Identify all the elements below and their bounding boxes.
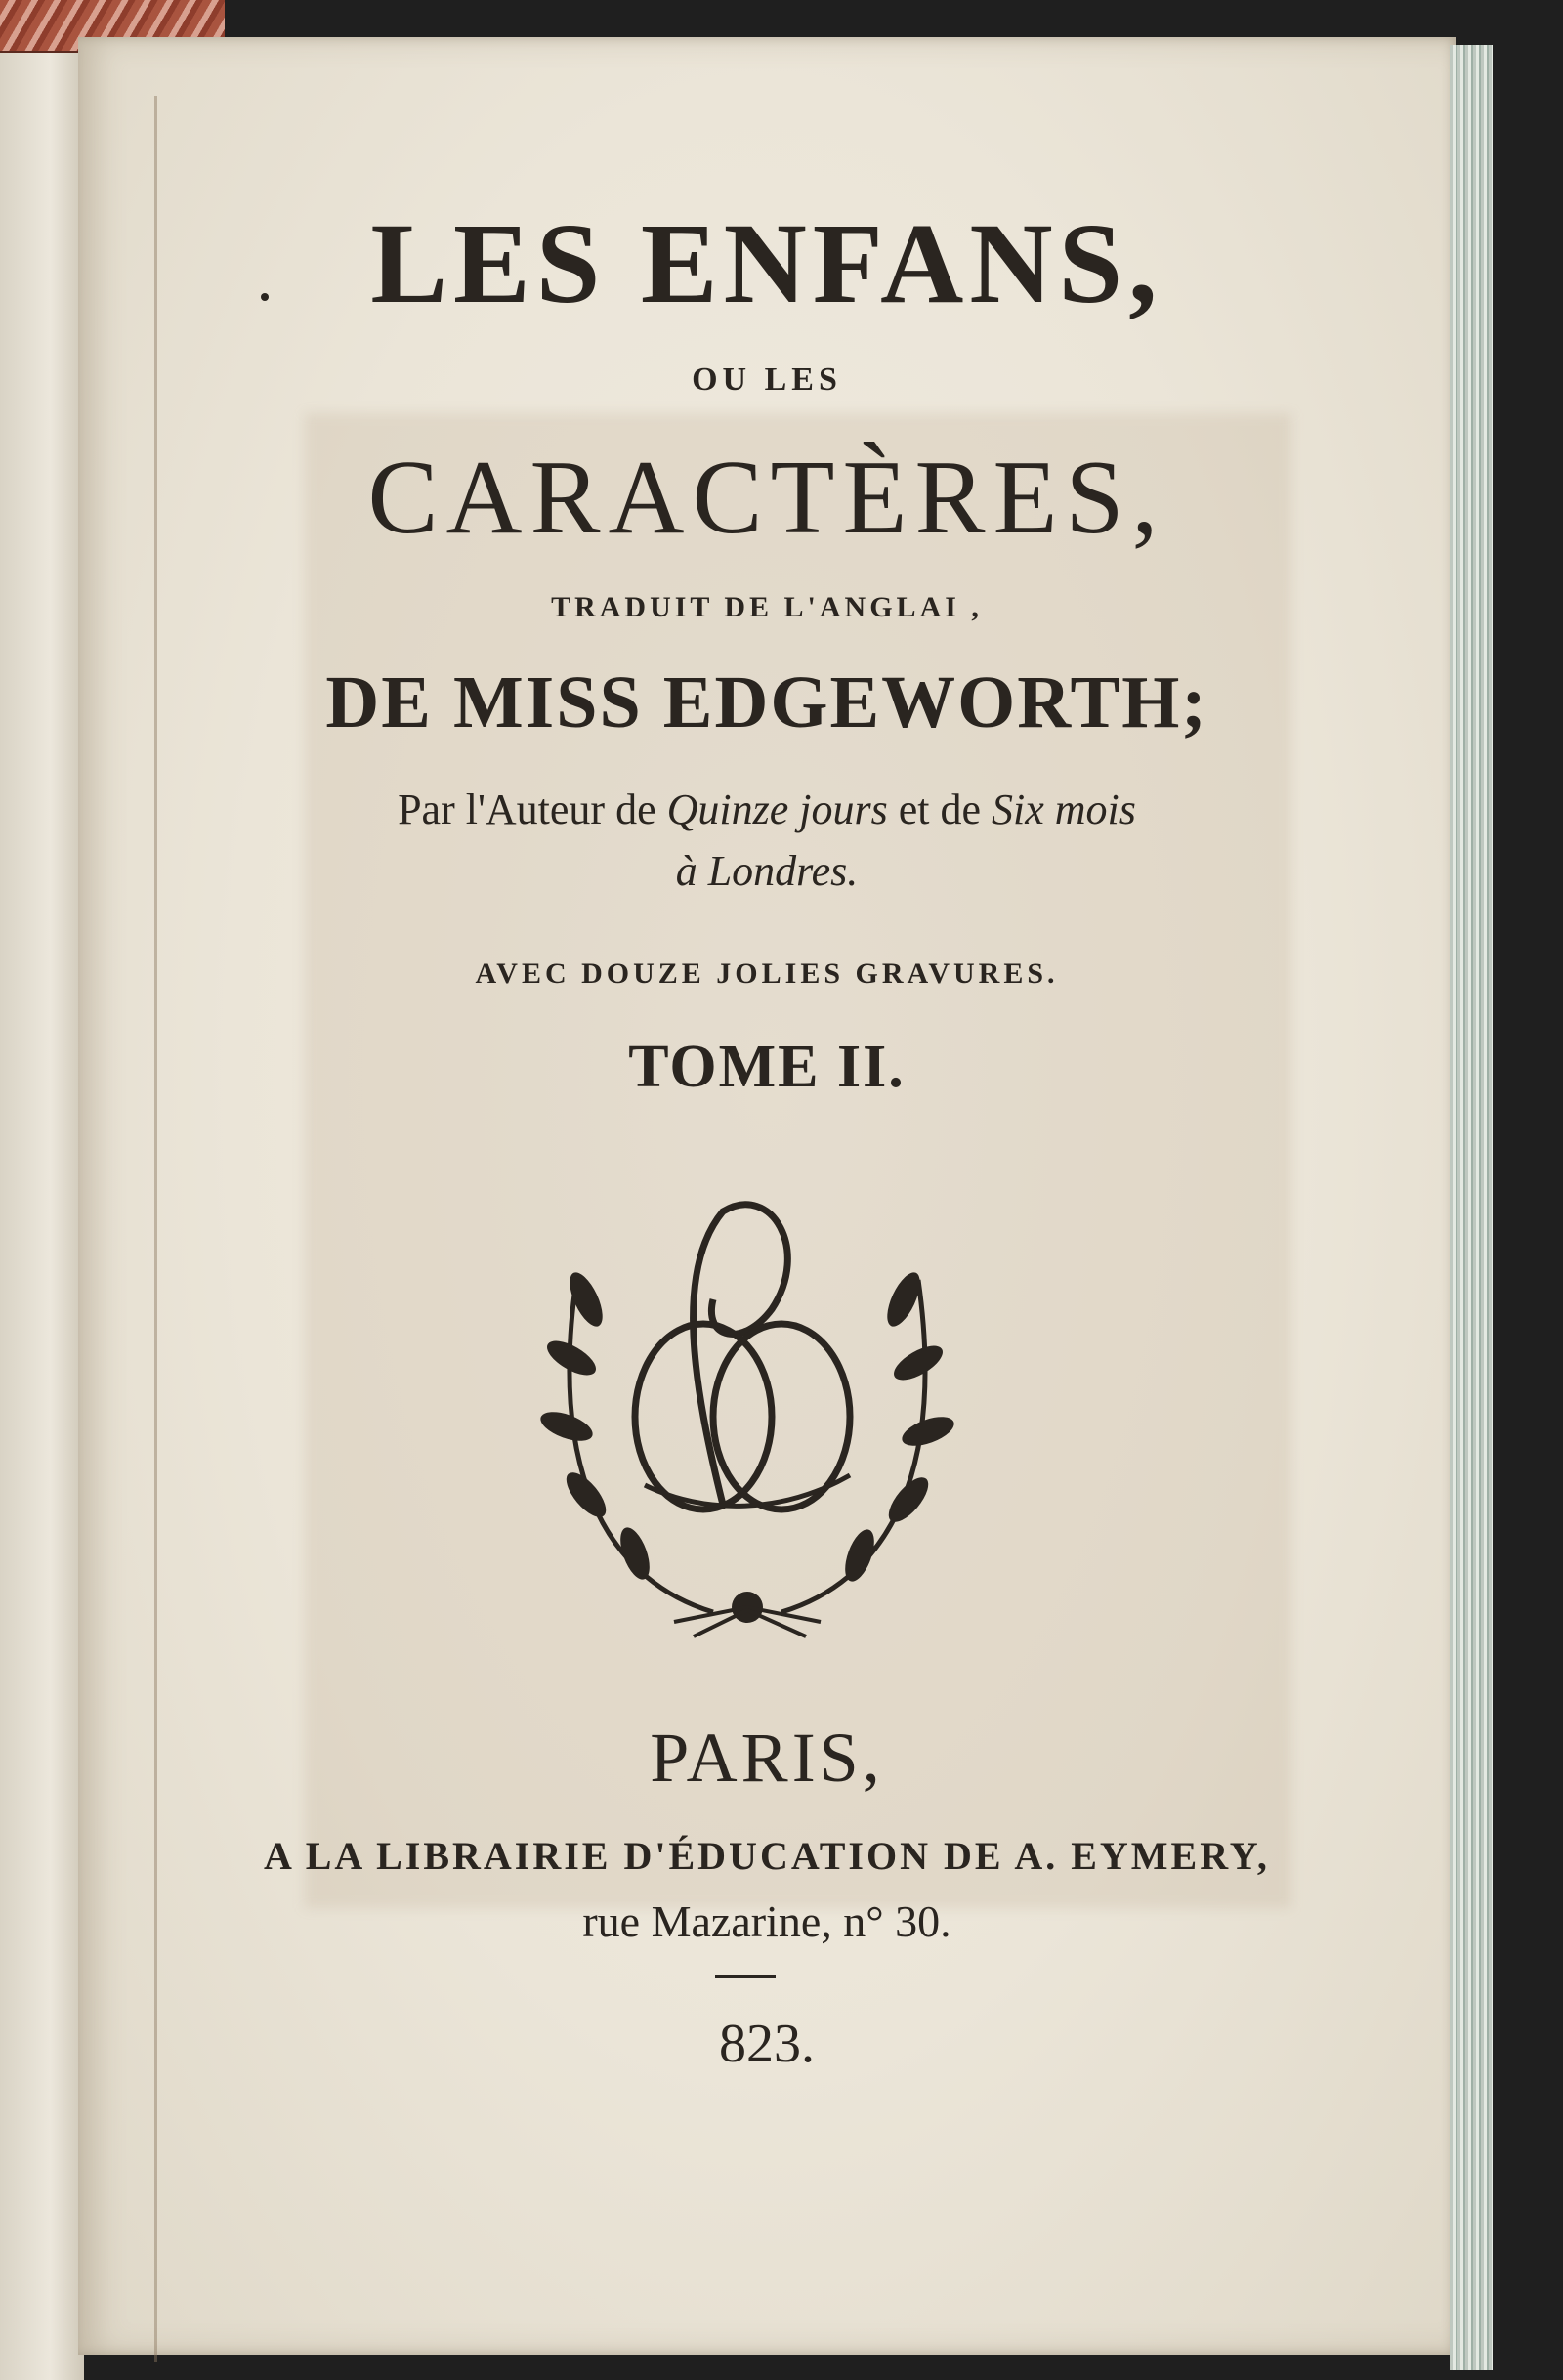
publisher-address: rue Mazarine, n° 30. — [582, 1896, 951, 1946]
monogram-wreath-icon — [528, 1192, 967, 1651]
publisher-name: A LA LIBRAIRIE D'ÉDUCATION DE A. EYMERY, — [264, 1834, 1270, 1878]
book-title: LES ENFANS, — [370, 199, 1163, 327]
translated-from: TRADUIT DE L'ANGLAI , — [551, 591, 983, 623]
frontispiece-offset — [305, 413, 1291, 1908]
translator-prefix: Par l'Auteur de — [398, 786, 656, 833]
work-title-1: Quinze jours — [666, 786, 888, 833]
imprint-rule — [715, 1975, 776, 1978]
left-page-edge — [0, 35, 84, 2380]
translator-line — [78, 785, 1456, 834]
author-name: DE MISS EDGEWORTH; — [325, 661, 1208, 744]
translator-line-2: à Londres. — [675, 847, 859, 895]
work-title-2: Six mois — [992, 786, 1136, 833]
translator-mid: et de — [898, 786, 982, 833]
publication-year: 823. — [719, 2014, 815, 2074]
volume-number: TOME II. — [628, 1034, 906, 1100]
page-block-edge — [1450, 45, 1493, 2370]
illustrations-note: AVEC DOUZE JOLIES GRAVURES. — [475, 957, 1059, 990]
imprint-city: PARIS, — [650, 1719, 884, 1797]
subtitle-connector: OU LES — [692, 361, 842, 398]
book-subtitle: CARACTÈRES, — [367, 440, 1166, 556]
